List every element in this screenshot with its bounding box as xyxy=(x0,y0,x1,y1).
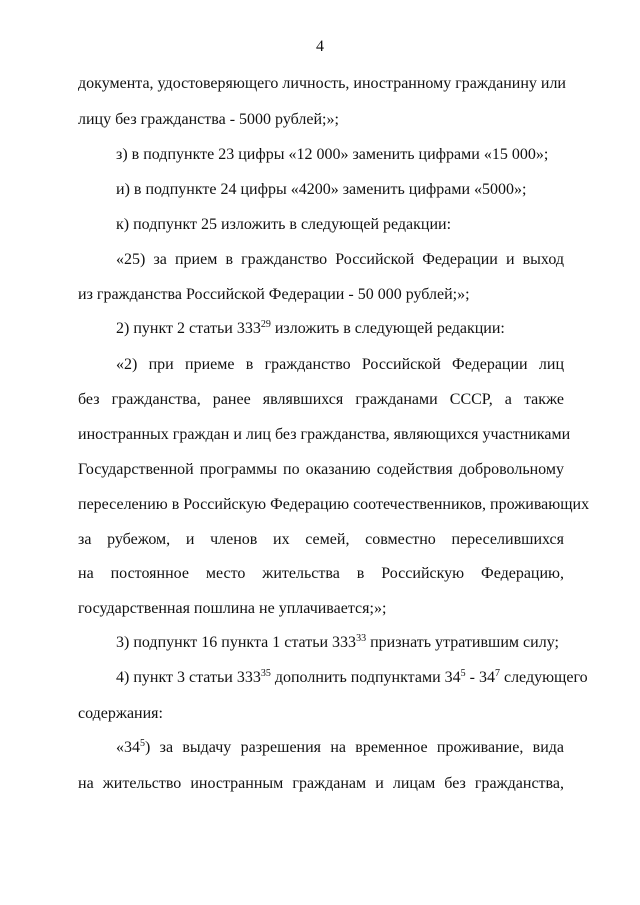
paragraph-line: на постоянное место жительства в Российскую Федерацию, xyxy=(78,565,564,582)
paragraph-line: документа, удостоверяющего личность, иностранному гражданину или xyxy=(78,75,566,92)
paragraph-line: государственная пошлина не уплачивается;»; xyxy=(78,600,387,617)
paragraph-line: «2) при приеме в гражданство Российской Федерации лиц xyxy=(116,356,564,373)
paragraph-line: из гражданства Российской Федерации - 50 000 рублей;»; xyxy=(78,286,470,303)
paragraph-line: и) в подпункте 24 цифры «4200» заменить цифрами «5000»; xyxy=(116,181,527,198)
paragraph-line: иностранных граждан и лиц без гражданства, являющихся участниками xyxy=(78,426,571,443)
paragraph-line: 4) пункт 3 статьи $333^{35}$ дополнить подпунктами $34^5 - 34^7$ следующего xyxy=(116,668,588,686)
paragraph-line: Государственной программы по оказанию содействия добровольному xyxy=(78,461,564,478)
page-number: 4 xyxy=(316,38,324,55)
paragraph-line: 3) подпункт 16 пункта 1 статьи $333^{33}$ признать утратившим силу; xyxy=(116,633,559,651)
paragraph-line: переселению в Российскую Федерацию соотечественников, проживающих xyxy=(78,496,590,513)
paragraph-line: «25) за прием в гражданство Российской Федерации и выход xyxy=(116,251,564,268)
paragraph-line: на жительство иностранным гражданам и лицам без гражданства, xyxy=(78,775,564,792)
paragraph-line: за рубежом, и членов их семей, совместно переселившихся xyxy=(78,531,564,548)
paragraph-line: з) в подпункте 23 цифры «12 000» заменить цифрами «15 000»; xyxy=(116,146,549,163)
paragraph-line: 2) пункт 2 статьи $333^{29}$ изложить в следующей редакции: xyxy=(116,319,505,337)
paragraph-line: без гражданства, ранее являвшихся гражданами СССР, а также xyxy=(78,391,564,408)
paragraph-line: «$34^5$) за выдачу разрешения на временное проживание, вида xyxy=(116,738,564,756)
paragraph-line: содержания: xyxy=(78,705,163,722)
paragraph-line: лицу без гражданства - 5000 рублей;»; xyxy=(78,111,339,128)
paragraph-line: к) подпункт 25 изложить в следующей редакции: xyxy=(116,216,452,233)
